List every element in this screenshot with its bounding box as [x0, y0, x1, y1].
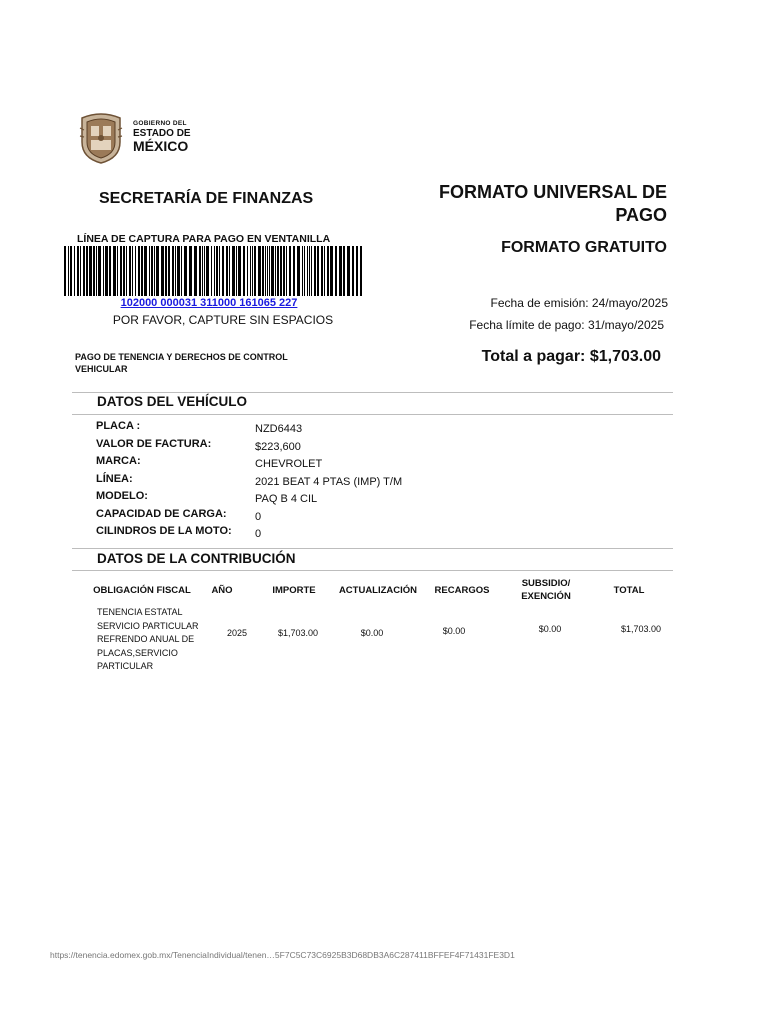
barcode-bar	[206, 246, 209, 296]
barcode-bar	[321, 246, 323, 296]
issue-date: Fecha de emisión: 24/mayo/2025	[490, 296, 668, 310]
vehicle-row-valor-factura	[96, 438, 596, 455]
document-subtitle: FORMATO GRATUITO	[501, 239, 667, 256]
header-obligacion: OBLIGACIÓN FISCAL	[93, 585, 191, 596]
cell-actualizacion: $0.00	[360, 628, 384, 638]
barcode-bar	[175, 246, 176, 296]
barcode-bar	[93, 246, 95, 296]
barcode-bar	[339, 246, 342, 296]
barcode-bar	[154, 246, 155, 296]
barcode-bar	[271, 246, 274, 296]
barcode-bar	[293, 246, 295, 296]
barcode-bar	[138, 246, 140, 296]
vehicle-label: LÍNEA:	[96, 472, 133, 485]
barcode-bar	[229, 246, 230, 296]
divider	[72, 570, 673, 571]
barcode-bar	[161, 246, 164, 296]
barcode-bar	[149, 246, 150, 296]
barcode-bar	[343, 246, 345, 296]
barcode-bar	[211, 246, 212, 296]
barcode-bar	[103, 246, 104, 296]
due-date: Fecha límite de pago: 31/mayo/2025	[469, 318, 664, 332]
vehicle-row-cilindros	[96, 525, 596, 542]
vehicle-label: MODELO:	[96, 490, 148, 502]
barcode-bar	[135, 246, 136, 296]
barcode-bar	[238, 246, 241, 296]
barcode-bar	[123, 246, 125, 296]
barcode-bar	[74, 246, 75, 296]
cell-obligacion: TENENCIA ESTATAL SERVICIO PARTICULAR REFRENDO ANUAL DE PLACAS,SERVICIO PARTICULAR	[97, 607, 199, 671]
vehicle-label: MARCA:	[96, 455, 141, 467]
logo-line-3: MÉXICO	[133, 137, 189, 154]
header-anio: AÑO	[211, 585, 233, 596]
cell-importe: $1,703.00	[277, 628, 319, 638]
secretaria-heading: SECRETARÍA DE FINANZAS	[99, 190, 314, 207]
barcode-bar	[89, 246, 92, 296]
header-recargos: RECARGOS	[434, 585, 490, 596]
barcode-bar	[243, 246, 245, 296]
total-amount: Total a pagar: $1,703.00	[481, 348, 661, 365]
barcode-bar	[216, 246, 218, 296]
barcode-bar	[324, 246, 325, 296]
barcode-bar	[168, 246, 170, 296]
barcode-bar	[80, 246, 81, 296]
barcode-bar	[68, 246, 69, 296]
barcode-bar	[113, 246, 116, 296]
barcode-bar	[151, 246, 153, 296]
barcode-bar	[314, 246, 316, 296]
barcode-bar	[219, 246, 220, 296]
barcode-bar	[156, 246, 159, 296]
barcode-bar	[86, 246, 88, 296]
barcode-bar	[189, 246, 192, 296]
capture-line-number[interactable]: 102000 000031 311000 161065 227	[120, 297, 298, 309]
barcode-bar	[181, 246, 182, 296]
barcode-bar	[214, 246, 215, 296]
divider	[72, 548, 673, 549]
barcode-bar	[283, 246, 285, 296]
barcode-bar	[194, 246, 197, 296]
barcode-bar	[144, 246, 147, 296]
footer-url: https://tenencia.edomex.gob.mx/TenenciaIndividual/tenen…5F7C5C73C6925B3D68DB3A6C287411BFFEF4F71431FE3D1	[50, 950, 515, 960]
barcode-bar	[297, 246, 300, 296]
vehicle-value: 0	[255, 528, 262, 540]
barcode-bar	[347, 246, 350, 296]
vehicle-row-placa	[96, 420, 596, 437]
barcode-bar	[70, 246, 72, 296]
barcode-bar	[269, 246, 270, 296]
capture-line-label: LÍNEA DE CAPTURA PARA PAGO EN VENTANILLA	[77, 233, 331, 245]
vehicle-label: CAPACIDAD DE CARGA:	[96, 507, 227, 520]
barcode-bar	[352, 246, 354, 296]
vehicle-value: 0	[255, 510, 262, 523]
header-importe: IMPORTE	[272, 585, 316, 596]
vehicle-row-capacidad	[96, 508, 596, 525]
barcode-bar	[360, 246, 362, 296]
cell-subsidio: $0.00	[538, 624, 562, 634]
barcode-bar	[98, 246, 101, 296]
barcode-bar	[126, 246, 127, 296]
logo-text	[133, 121, 191, 153]
capture-note: POR FAVOR, CAPTURE SIN ESPACIOS	[112, 313, 334, 327]
vehicle-row-linea	[96, 473, 596, 490]
barcode-bar	[226, 246, 228, 296]
vehicle-label: VALOR DE FACTURA:	[96, 437, 212, 450]
logo-line-1: GOBIERNO DEL	[133, 120, 187, 127]
barcode-bar	[309, 246, 310, 296]
vehicle-row-marca	[96, 455, 596, 472]
barcode-bar	[356, 246, 358, 296]
header-actualizacion: ACTUALIZACIÓN	[338, 585, 418, 596]
header-total: TOTAL	[613, 585, 645, 596]
barcode-bar	[202, 246, 203, 296]
vehicle-value: NZD6443	[255, 423, 303, 435]
cell-total: $1,703.00	[620, 624, 662, 634]
barcode-bar	[302, 246, 303, 296]
barcode-bar	[327, 246, 329, 296]
document-title: FORMATO UNIVERSAL DE PAGO	[438, 182, 667, 225]
cell-anio: 2025	[226, 628, 248, 638]
barcode-bar	[96, 246, 97, 296]
divider	[72, 414, 673, 415]
barcode-bar	[105, 246, 108, 296]
barcode-bar	[184, 246, 187, 296]
header-subsidio: SUBSIDIO/ EXENCIÓN	[521, 578, 571, 602]
vehicle-value: CHEVROLET	[255, 458, 323, 470]
cell-recargos: $0.00	[442, 626, 466, 636]
barcode-bar	[262, 246, 264, 296]
barcode-bar	[254, 246, 256, 296]
barcode-bar	[204, 246, 205, 296]
barcode-bar	[132, 246, 133, 296]
barcode-bar	[258, 246, 261, 296]
barcode-bar	[129, 246, 131, 296]
barcode-bar	[109, 246, 111, 296]
vehicle-row-modelo	[96, 490, 596, 507]
coat-of-arms-icon	[78, 112, 124, 164]
barcode-bar	[289, 246, 291, 296]
payment-description: PAGO DE TENENCIA Y DERECHOS DE CONTROL VEHICULAR	[75, 352, 288, 374]
barcode-bar	[117, 246, 118, 296]
logo-line-2: ESTADO DE	[133, 127, 191, 139]
barcode-bar	[267, 246, 268, 296]
vehicle-label: PLACA :	[96, 420, 141, 432]
barcode-bar	[222, 246, 224, 296]
vehicle-value: $223,600	[255, 440, 301, 453]
barcode-bar	[280, 246, 282, 296]
barcode-bar	[317, 246, 319, 296]
barcode-bar	[83, 246, 85, 296]
barcode-bar	[64, 246, 66, 296]
government-logo	[78, 112, 208, 164]
barcode-bar	[250, 246, 251, 296]
barcode-bar	[172, 246, 174, 296]
barcode-bar	[232, 246, 235, 296]
barcode-bar	[330, 246, 333, 296]
barcode-bar	[141, 246, 143, 296]
barcode-bar	[286, 246, 287, 296]
divider	[72, 392, 673, 393]
barcode-bar	[177, 246, 180, 296]
barcode-bar	[165, 246, 167, 296]
barcode-bar	[304, 246, 305, 296]
barcode-bar	[277, 246, 279, 296]
barcode-bar	[199, 246, 201, 296]
vehicle-value: PAQ B 4 CIL	[255, 493, 318, 505]
contribution-section-title: DATOS DE LA CONTRIBUCIÓN	[97, 551, 296, 566]
barcode-bar	[77, 246, 79, 296]
vehicle-value: 2021 BEAT 4 PTAS (IMP) T/M	[255, 475, 403, 488]
barcode-bar	[275, 246, 276, 296]
barcode-bar	[307, 246, 308, 296]
barcode-bar	[311, 246, 312, 296]
barcode-bar	[335, 246, 337, 296]
vehicle-label: CILINDROS DE LA MOTO:	[96, 525, 232, 537]
barcode-bar	[120, 246, 122, 296]
barcode-bar	[236, 246, 237, 296]
vehicle-section-title: DATOS DEL VEHÍCULO	[97, 394, 248, 409]
barcode-bar	[252, 246, 253, 296]
barcode	[64, 246, 364, 296]
barcode-bar	[247, 246, 248, 296]
barcode-bar	[265, 246, 266, 296]
